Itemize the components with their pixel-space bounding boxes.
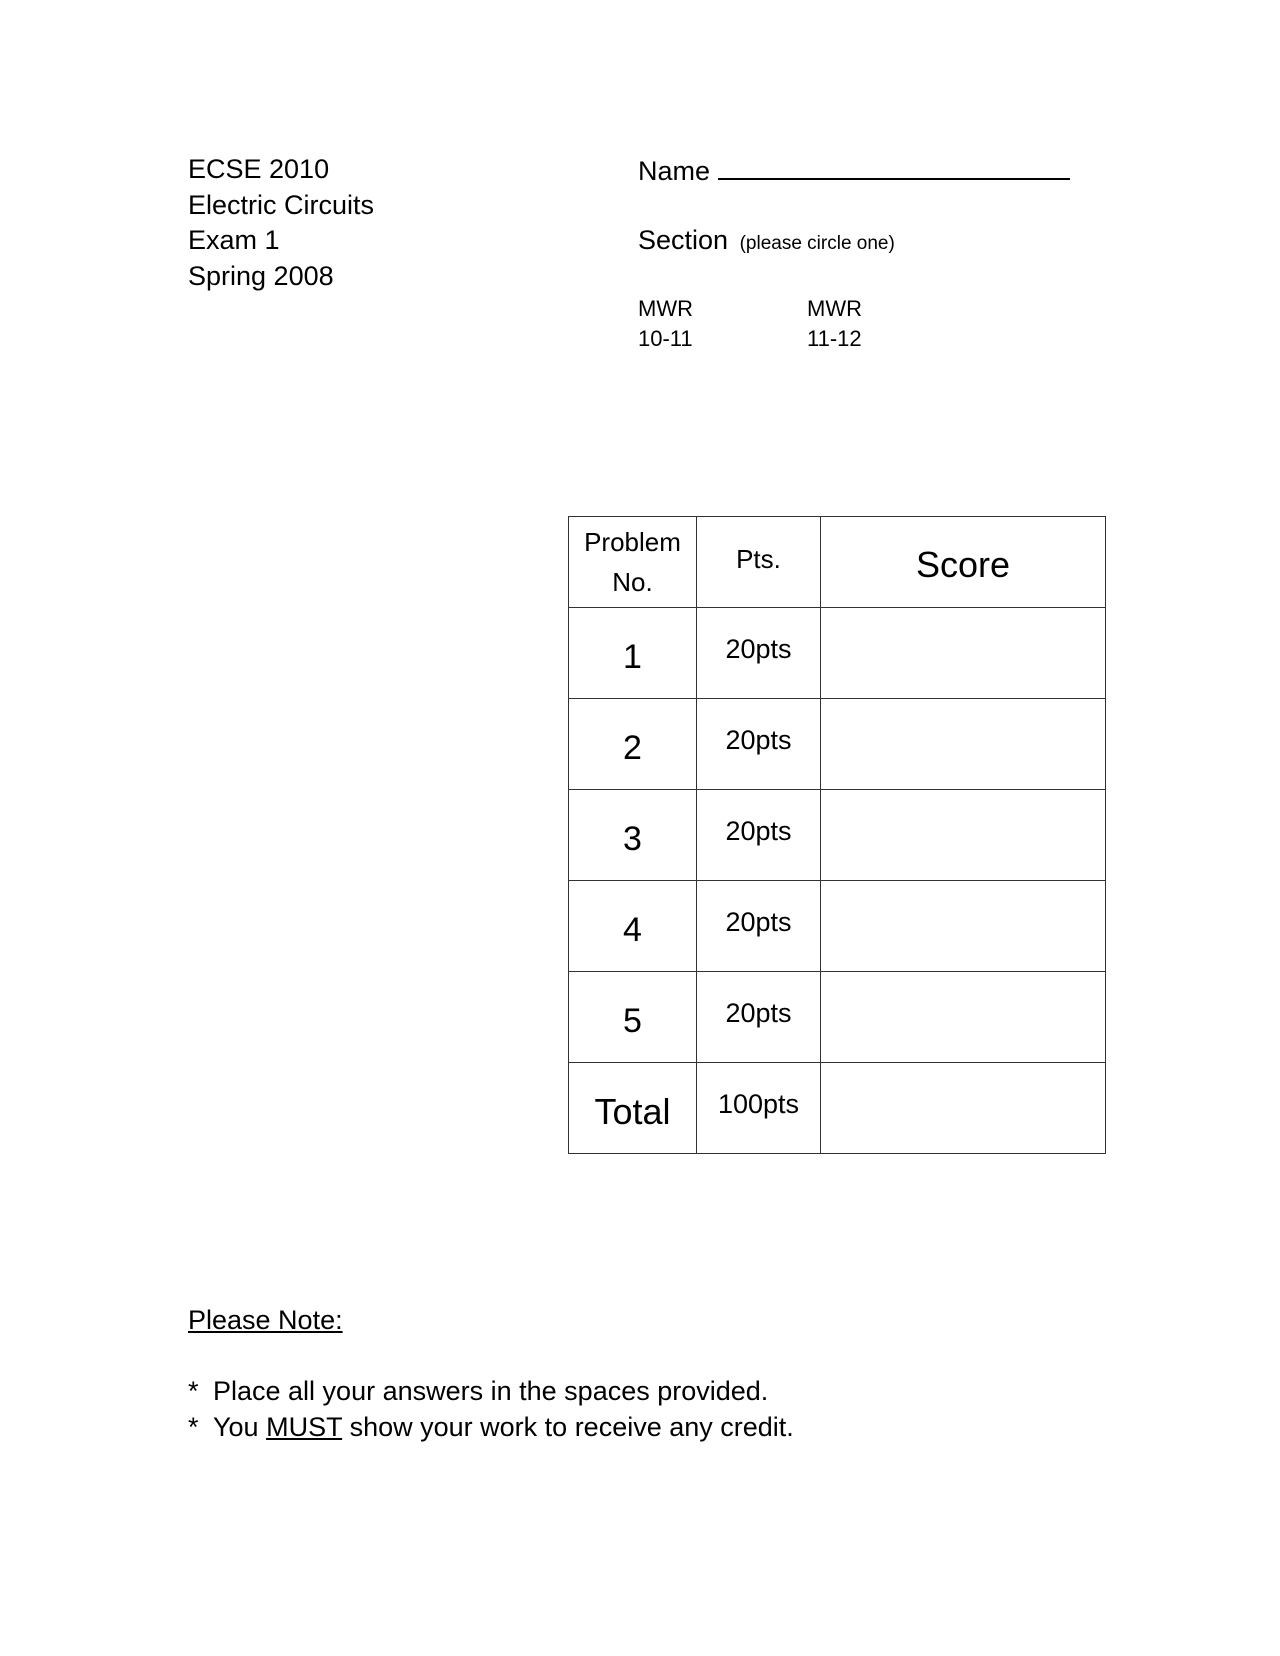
section-note: (please circle one) [739, 233, 895, 254]
note-bullet: * [188, 1412, 199, 1442]
section-option-time: 10-11 [638, 326, 693, 351]
score-cell[interactable] [821, 790, 1106, 881]
notes-heading: Please Note: [188, 1305, 343, 1335]
header-problem-no [569, 517, 697, 608]
section-option-time: 11-12 [807, 326, 862, 351]
total-points: 100pts [697, 1063, 821, 1154]
problem-number: 4 [569, 881, 697, 972]
problem-points: 20pts [697, 790, 821, 881]
header-problem-line2: No. [612, 567, 653, 597]
problem-number: 1 [569, 608, 697, 699]
score-cell[interactable] [821, 972, 1106, 1063]
exam-term: Spring 2008 [188, 260, 334, 291]
problem-total-label: Total [569, 1063, 697, 1154]
score-cell[interactable] [821, 881, 1106, 972]
note-text-after: show your work to receive any credit. [349, 1412, 794, 1442]
section-option-days: MWR [807, 296, 862, 321]
note-item [188, 1409, 794, 1445]
section-option-11-12[interactable] [807, 294, 862, 354]
note-text: Place all your answers in the spaces provided. [213, 1376, 769, 1406]
exam-name: Exam 1 [188, 225, 280, 255]
section-option-days: MWR [638, 296, 693, 321]
note-bullet: * [188, 1376, 199, 1406]
note-emphasis: MUST [266, 1412, 343, 1442]
problem-points: 20pts [697, 881, 821, 972]
section-label: Section [638, 225, 729, 255]
score-cell[interactable] [821, 608, 1106, 699]
table-row [569, 972, 1106, 1063]
section-option-10-11[interactable] [638, 294, 693, 354]
name-blank-line[interactable] [718, 152, 1070, 180]
table-row [569, 699, 1106, 790]
header-problem-line1: Problem [584, 527, 681, 557]
score-cell[interactable] [821, 699, 1106, 790]
header-points: Pts. [697, 517, 821, 608]
note-item [188, 1373, 794, 1409]
total-score-cell[interactable] [821, 1063, 1106, 1154]
note-text-before: You [213, 1412, 259, 1442]
problem-number: 5 [569, 972, 697, 1063]
section-field [638, 223, 895, 261]
problem-number: 3 [569, 790, 697, 881]
course-code: ECSE 2010 [188, 154, 330, 184]
table-row [569, 608, 1106, 699]
course-info [188, 152, 374, 294]
problem-number: 2 [569, 699, 697, 790]
table-row-total [569, 1063, 1106, 1154]
problem-points: 20pts [697, 699, 821, 790]
course-title: Electric Circuits [188, 189, 375, 220]
score-table [568, 516, 1106, 1154]
header-score: Score [821, 517, 1106, 608]
name-label: Name [638, 156, 711, 186]
problem-points: 20pts [697, 608, 821, 699]
notes-list [188, 1373, 794, 1445]
problem-points: 20pts [697, 972, 821, 1063]
table-row [569, 790, 1106, 881]
table-row [569, 881, 1106, 972]
score-table-header [569, 517, 1106, 608]
name-field [638, 152, 1070, 189]
